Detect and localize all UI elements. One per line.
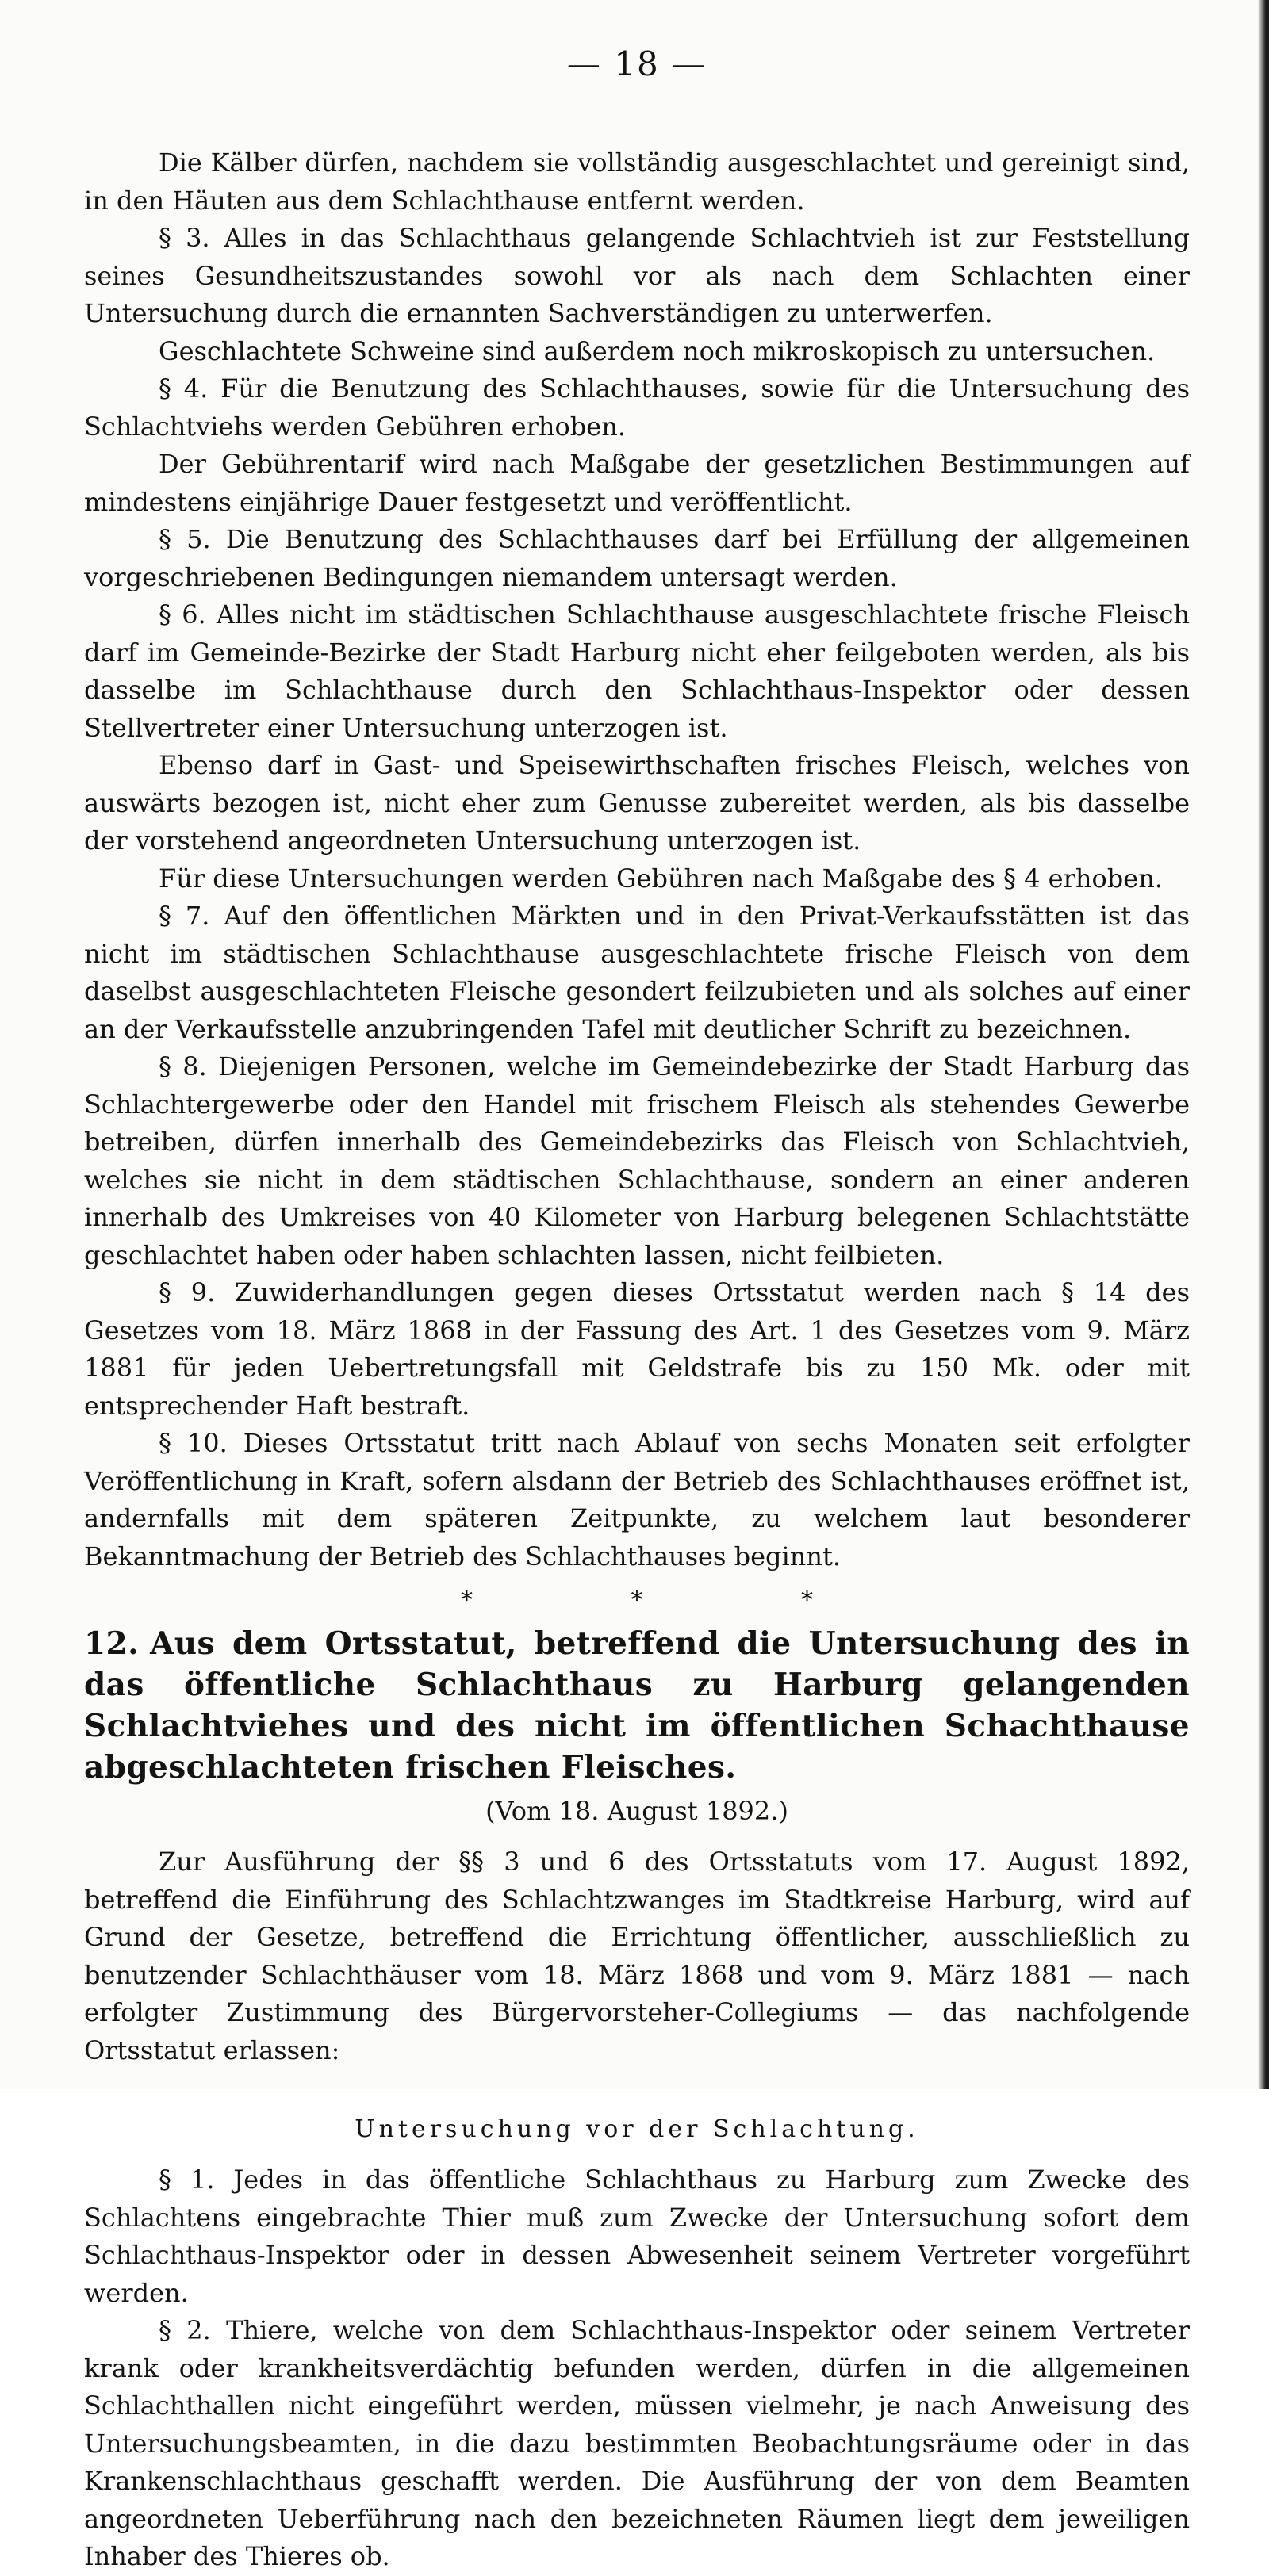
paragraph: Geschlachtete Schweine sind außerdem noch mikroskopisch zu untersuchen. xyxy=(159,335,1156,366)
bottom-paragraphs xyxy=(84,2161,1190,2576)
paragraph: Ebenso darf in Gast- und Speisewirthschaften frisches Fleisch, welches von auswärts bezogen ist, nicht eher zum Genusse zubereitet werden, als bis dasselbe der vorstehend angeordneten Untersuchung unterzogen ist. xyxy=(84,750,1190,855)
paragraph: Der Gebührentarif wird nach Maßgabe der gesetzlichen Bestimmungen auf mindestens einjährige Dauer festgesetzt und veröffentlicht. xyxy=(84,449,1190,517)
paragraph: § 7. Auf den öffentlichen Märkten und in den Privat-Verkaufsstätten ist das nicht im städtischen Schlachthause ausgeschlachtete frische Fleisch von dem daselbst ausgeschlachteten Fleische gesondert feilzubieten und als solches auf einer an der Verkaufsstelle anzubringenden Tafel mit deutlicher Schrift zu bezeichnen. xyxy=(84,901,1190,1044)
section-divider: * * * xyxy=(460,1587,814,1614)
page-number: — 18 — xyxy=(566,44,707,83)
paragraph: § 3. Alles in das Schlachthaus gelangende Schlachtvieh ist zur Feststellung seines Gesundheitszustandes sowohl vor als nach dem Schlachten einer Untersuchung durch die ernannten Sachverständigen zu unterwerfen. xyxy=(84,223,1190,328)
paragraph: § 1. Jedes in das öffentliche Schlachthaus zu Harburg zum Zwecke des Schlachtens eingebrachte Thier muß zum Zwecke der Untersuchung sofort dem Schlachthaus-Inspektor oder in dessen Abwesenheit seinem Vertreter vorgeführt werden. xyxy=(84,2165,1190,2308)
paragraph: § 6. Alles nicht im städtischen Schlachthause ausgeschlachtete frische Fleisch darf im Gemeinde-Bezirke der Stadt Harburg nicht eher feilgeboten werden, als bis dasselbe im Schlachthause durch den Schlachthaus-Inspektor oder dessen Stellvertreter einer Untersuchung unterzogen ist. xyxy=(84,599,1190,743)
paragraph: § 8. Diejenigen Personen, welche im Gemeindebezirke der Stadt Harburg das Schlachtergewerbe oder den Handel mit frischem Fleisch als stehendes Gewerbe betreiben, dürfen innerhalb des Gemeindebezirks das Fleisch von Schlachtvieh, welches sie nicht in dem städtischen Schlachthause, sondern an einer anderen innerhalb des Umkreises von 40 Kilometer von Harburg belegenen Schlachtstätte geschlachtet haben oder haben schlachten lassen, nicht feilbieten. xyxy=(84,1051,1190,1270)
paragraph: § 4. Für die Benutzung des Schlachthauses, sowie für die Untersuchung des Schlachtviehs werden Gebühren erhoben. xyxy=(84,373,1190,442)
paragraph: § 5. Die Benutzung des Schlachthauses darf bei Erfüllung der allgemeinen vorgeschriebenen Bedingungen niemandem untersagt werden. xyxy=(84,524,1190,592)
subheading: Untersuchung vor der Schlachtung. xyxy=(355,2115,919,2143)
section-number: 12. xyxy=(84,1625,140,1662)
section-title: Aus dem Ortsstatut, betreffend die Untersuchung des in das öffentliche Schlachthaus zu Harburg gelangenden Schlachtviehes und des nicht im öffentlichen Schachthause abgeschlachteten frischen Fleisches. xyxy=(84,1625,1190,1786)
paragraph: Für diese Untersuchungen werden Gebühren nach Maßgabe des § 4 erhoben. xyxy=(159,863,1163,894)
paragraph: § 10. Dieses Ortsstatut tritt nach Ablauf von sechs Monaten seit erfolgter Veröffentlichung in Kraft, sofern alsdann der Betrieb des Schlachthauses eröffnet ist, andernfalls mit dem späteren Zeitpunkte, zu welchem laut besonderer Bekanntmachung der Betrieb des Schlachthauses beginnt. xyxy=(84,1428,1190,1571)
paragraph: § 2. Thiere, welche von dem Schlachthaus-Inspektor oder seinem Vertreter krank oder krankheitsverdächtig befunden werden, dürfen in die allgemeinen Schlachthallen nicht eingeführt werden, müssen vielmehr, je nach Anweisung des Untersuchungsbeamten, in die dazu bestimmten Beobachtungsräume oder in das Krankenschlachthaus geschafft werden. Die Ausführung der von dem Beamten angeordneten Ueberführung nach den bezeichneten Räumen liegt dem jeweiligen Inhaber des Thieres ob. xyxy=(84,2315,1190,2571)
top-paragraphs xyxy=(84,144,1190,1575)
section-date: (Vom 18. August 1892.) xyxy=(485,1796,788,1826)
paragraph: § 9. Zuwiderhandlungen gegen dieses Ortsstatut werden nach § 14 des Gesetzes vom 18. März 1868 in der Fassung des Art. 1 des Gesetzes vom 9. März 1881 für jeden Uebertretungsfall mit Geldstrafe bis zu 150 Mk. oder mit entsprechender Haft bestraft. xyxy=(84,1277,1190,1421)
paragraph: Die Kälber dürfen, nachdem sie vollständig ausgeschlachtet und gereinigt sind, in den Häuten aus dem Schlachthause entfernt werden. xyxy=(84,147,1190,216)
section-heading xyxy=(84,1623,1190,1788)
intro-paragraph: Zur Ausführung der §§ 3 und 6 des Ortsstatuts vom 17. August 1892, betreffend die Einführung des Schlachtzwanges im Stadtkreise Harburg, wird auf Grund der Gesetze, betreffend die Errichtung öffentlicher, ausschließlich zu benutzender Schlachthäuser vom 18. März 1868 und vom 9. März 1881 — nach erfolgter Zustimmung des Bürgervorsteher-Collegiums — das nachfolgende Ortsstatut erlassen: xyxy=(84,1847,1190,2065)
